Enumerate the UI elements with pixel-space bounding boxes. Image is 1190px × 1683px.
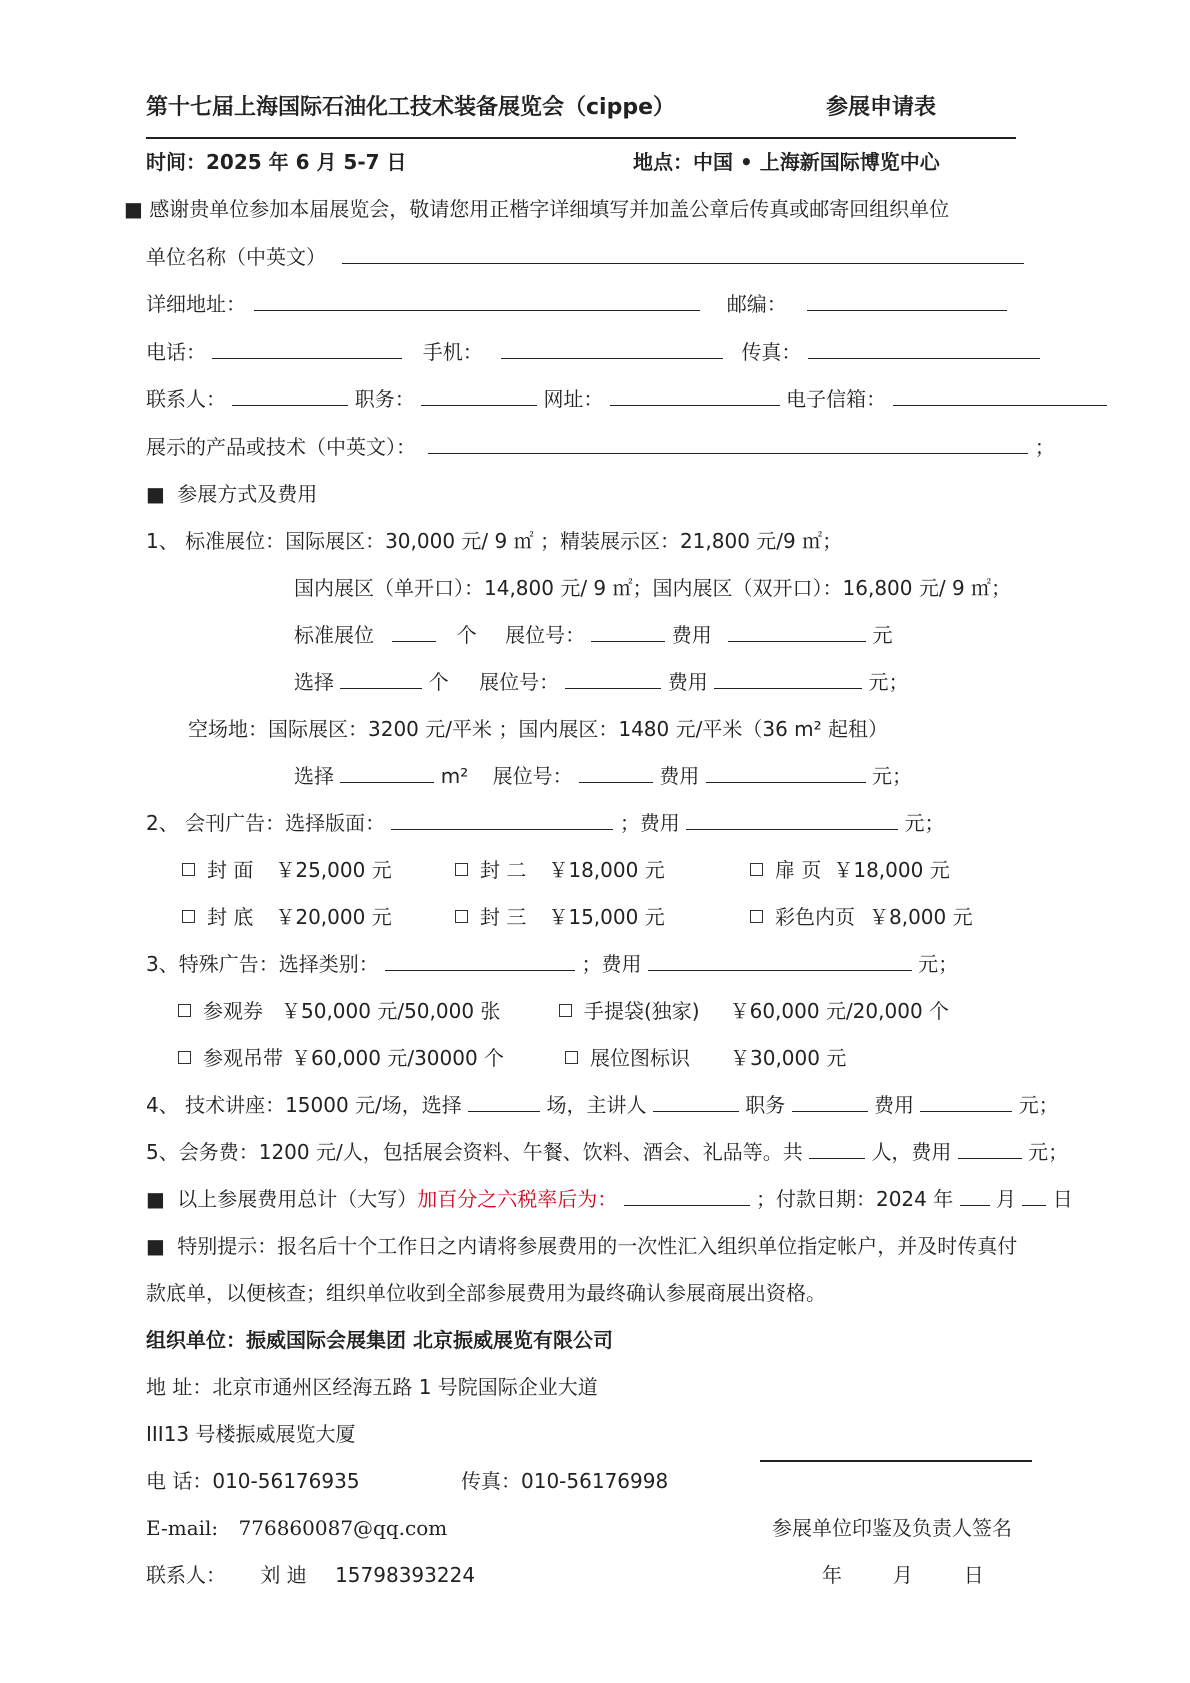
space-prices: 空场地：国际展区：3200 元/平米 ；国内展区：1480 元/平米（36 m² 起租） xyxy=(188,717,889,741)
tech-lecture-row: 4、 技术讲座：15000 元/场，选择 场，主讲人 职务 费用 元； xyxy=(146,1093,1059,1117)
event-place: 地点：中国 • 上海新国际博览中心 xyxy=(633,150,940,174)
organizer-address-2: III13 号楼振威展览大厦 xyxy=(146,1422,356,1446)
catalogue-ad-row: 2、 会刊广告：选择版面： ；费用 元； xyxy=(146,811,945,835)
address-field[interactable] xyxy=(254,292,700,311)
notice-line-2: 款底单，以便核查；组织单位收到全部参展费用为最终确认参展商展出资格。 xyxy=(146,1281,826,1305)
checkbox[interactable] xyxy=(750,910,763,923)
checkbox[interactable] xyxy=(178,1004,191,1017)
catalogue-option[interactable]: 封 三 ￥15,000 元 xyxy=(455,905,665,929)
speaker-position-field[interactable] xyxy=(792,1093,868,1112)
special-ad-fee-field[interactable] xyxy=(648,952,912,971)
meeting-fee-field[interactable] xyxy=(958,1140,1022,1159)
organizer-address-1: 地 址：北京市通州区经海五路 1 号院国际企业大道 xyxy=(146,1375,598,1399)
speaker-field[interactable] xyxy=(653,1093,739,1112)
select-booth-fee-field[interactable] xyxy=(714,670,862,689)
space-booth-no-field[interactable] xyxy=(579,764,653,783)
lecture-count-field[interactable] xyxy=(468,1093,540,1112)
company-row: 单位名称（中英文） xyxy=(146,245,1024,269)
special-ad-row: 3、特殊广告：选择类别： ；费用 元； xyxy=(146,952,959,976)
notice-line-1: ■ 特别提示：报名后十个工作日之内请将参展费用的一次性汇入组织单位指定帐户，并及时传真付 xyxy=(146,1234,1018,1258)
website-field[interactable] xyxy=(610,387,780,406)
checkbox[interactable] xyxy=(182,910,195,923)
square-bullet-icon: ■ xyxy=(124,197,143,221)
form-name: 参展申请表 xyxy=(826,95,937,120)
mobile-field[interactable] xyxy=(501,340,723,359)
form-title: 第十七届上海国际石油化工技术装备展览会（cippe） xyxy=(146,95,676,120)
header-rule xyxy=(146,137,1016,139)
signature-label: 参展单位印鉴及负责人签名 xyxy=(772,1516,1012,1540)
intro-line: ■ 感谢贵单位参加本届展览会，敬请您用正楷字详细填写并加盖公章后传真或邮寄回组织单位 xyxy=(124,197,950,221)
space-fee-field[interactable] xyxy=(706,764,866,783)
checkbox[interactable] xyxy=(455,910,468,923)
std-booth-fee-field[interactable] xyxy=(728,623,866,642)
special-ad-option[interactable]: 手提袋(独家) ￥60,000 元/20,000 个 xyxy=(559,999,949,1023)
fax-field[interactable] xyxy=(808,340,1040,359)
section-title: ■ 参展方式及费用 xyxy=(146,482,318,506)
select-booth-row: 选择 个 展位号： 费用 元； xyxy=(294,670,909,694)
attendee-count-field[interactable] xyxy=(809,1140,865,1159)
meeting-fee-row: 5、会务费：1200 元/人，包括展会资料、午餐、饮料、酒会、礼品等。共 人，费用 元； xyxy=(146,1140,1069,1164)
square-bullet-icon: ■ xyxy=(146,1234,165,1258)
catalogue-page-field[interactable] xyxy=(391,811,613,830)
square-bullet-icon: ■ xyxy=(146,482,165,506)
phone-row: 电话： 手机： 传真： xyxy=(146,340,1040,364)
products-field[interactable] xyxy=(428,435,1028,454)
checkbox[interactable] xyxy=(182,863,195,876)
catalogue-fee-field[interactable] xyxy=(686,811,898,830)
special-ad-option[interactable]: 参观券 ￥50,000 元/50,000 张 xyxy=(178,999,500,1023)
signature-line[interactable] xyxy=(760,1460,1032,1462)
std-booth-no-field[interactable] xyxy=(591,623,665,642)
catalogue-option[interactable]: 封 面 ￥25,000 元 xyxy=(182,858,392,882)
organizer-email[interactable]: 776860087@qq.com xyxy=(238,1516,448,1540)
pay-month-field[interactable] xyxy=(960,1187,990,1206)
catalogue-option[interactable]: 彩色内页 ￥8,000 元 xyxy=(750,905,973,929)
signature-date: 年 月 日 xyxy=(822,1563,984,1587)
lecture-fee-field[interactable] xyxy=(920,1093,1012,1112)
select-booth-count-field[interactable] xyxy=(340,670,422,689)
space-select-row: 选择 m² 展位号： 费用 元； xyxy=(294,764,913,788)
special-ad-type-field[interactable] xyxy=(385,952,575,971)
space-area-field[interactable] xyxy=(340,764,434,783)
standard-booth-row: 标准展位 个 展位号： 费用 元 xyxy=(294,623,893,647)
phone-field[interactable] xyxy=(212,340,402,359)
checkbox[interactable] xyxy=(565,1051,578,1064)
checkbox[interactable] xyxy=(559,1004,572,1017)
event-time: 时间：2025 年 6 月 5-7 日 xyxy=(146,150,407,174)
checkbox[interactable] xyxy=(750,863,763,876)
special-ad-option[interactable]: 参观吊带 ￥60,000 元/30000 个 xyxy=(178,1046,504,1070)
organizer-fax: 传真：010-56176998 xyxy=(461,1469,669,1493)
square-bullet-icon: ■ xyxy=(146,1187,165,1211)
pay-day-field[interactable] xyxy=(1022,1187,1046,1206)
select-booth-no-field[interactable] xyxy=(565,670,661,689)
organizer-tel: 电 话：010-56176935 xyxy=(146,1469,360,1493)
total-amount-field[interactable] xyxy=(624,1187,750,1206)
catalogue-option[interactable]: 封 二 ￥18,000 元 xyxy=(455,858,665,882)
products-row: 展示的产品或技术（中英文）： ； xyxy=(146,435,1055,459)
std-booth-count-field[interactable] xyxy=(392,623,436,642)
checkbox[interactable] xyxy=(455,863,468,876)
organizer-email-row: E-mail: 776860087@qq.com xyxy=(146,1516,448,1540)
special-ad-option[interactable]: 展位图标识 ￥30,000 元 xyxy=(565,1046,846,1070)
total-row: ■ 以上参展费用总计（大写）加百分之六税率后为： ；付款日期：2024 年 月 日 xyxy=(146,1187,1073,1211)
organizer-label: 组织单位：振威国际会展集团 北京振威展览有限公司 xyxy=(146,1328,613,1352)
catalogue-option[interactable]: 封 底 ￥20,000 元 xyxy=(182,905,392,929)
email-field[interactable] xyxy=(893,387,1107,406)
address-row: 详细地址： 邮编： xyxy=(146,292,1007,316)
contact-row: 联系人： 职务： 网址： 电子信箱： xyxy=(146,387,1107,411)
checkbox[interactable] xyxy=(178,1051,191,1064)
organizer-contact-row: 联系人： 刘 迪 15798393224 xyxy=(146,1563,476,1587)
position-field[interactable] xyxy=(421,387,537,406)
domestic-booth-prices: 国内展区（单开口）：14,800 元/ 9 ㎡；国内展区（双开口）：16,800 元/ 9 ㎡； xyxy=(294,576,1012,600)
catalogue-option[interactable]: 扉 页 ￥18,000 元 xyxy=(750,858,950,882)
company-field[interactable] xyxy=(342,245,1024,264)
standard-booth-prices: 1、 标准展位：国际展区：30,000 元/ 9 ㎡ ；精装展示区：21,800 元/9 ㎡； xyxy=(146,529,843,553)
postcode-field[interactable] xyxy=(807,292,1007,311)
contact-field[interactable] xyxy=(232,387,348,406)
